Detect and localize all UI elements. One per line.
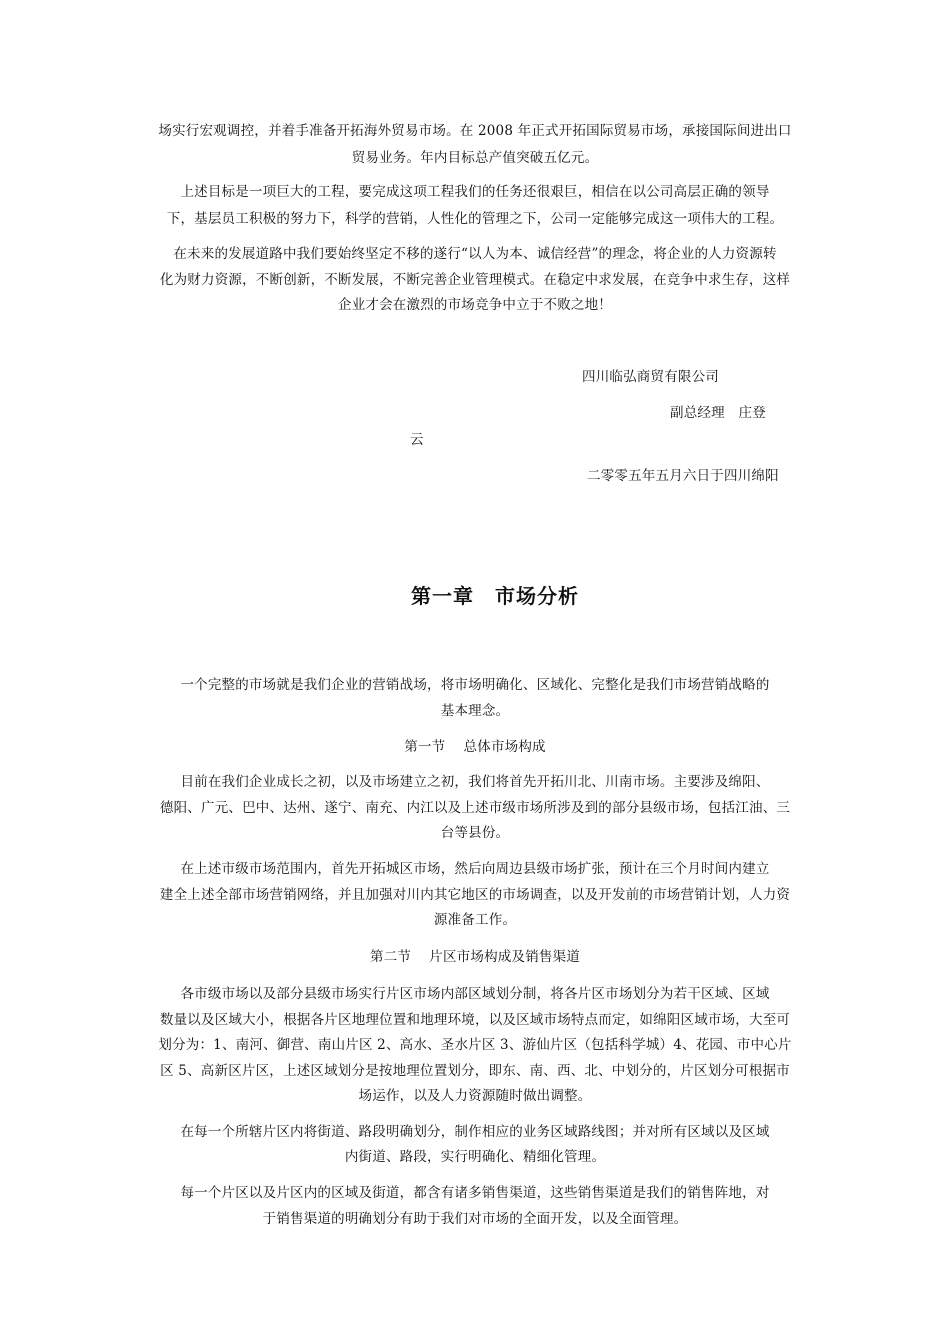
s1p2-line3: 源准备工作。 xyxy=(433,912,517,928)
intro-p3-line2: 化为财力资源，不断创新，不断发展，不断完善企业管理模式。在稳定中求发展，在竞争中求生存，这样 xyxy=(159,272,791,288)
s2p3-line1: 每一个片区以及片区内的区域及街道，都含有诸多销售渠道，这些销售渠道是我们的销售阵地，对 xyxy=(180,1185,770,1201)
s2p2-line1: 在每一个所辖片区内将街道、路段明确划分，制作相应的业务区域路线图；并对所有区域以及区域 xyxy=(180,1124,770,1140)
s2p1-line4: 区 5、高新区片区，上述区域划分是按地理位置划分，即东、南、西、北、中划分的，片区划分可根据市 xyxy=(160,1063,790,1079)
intro-p1-line2: 贸易业务。年内目标总产值突破五亿元。 xyxy=(351,150,599,166)
s2p3-line2: 于销售渠道的明确划分有助于我们对市场的全面开发，以及全面管理。 xyxy=(262,1211,688,1227)
signature-date-place: 二零零五年五月六日于四川绵阳 xyxy=(587,468,779,484)
chapter-title: 第一章 市场分析 xyxy=(411,584,579,608)
s1p1-line3: 台等县份。 xyxy=(440,825,510,841)
signature-title-name: 副总经理 庄登 xyxy=(670,405,766,421)
s1p2-line1: 在上述市级市场范围内，首先开拓城区市场，然后向周边县级市场扩张，预计在三个月时间内建立 xyxy=(180,861,770,877)
s2p1-line2: 数量以及区域大小，根据各片区地理位置和地理环境，以及区域市场特点而定，如绵阳区域市场，大至可 xyxy=(159,1012,791,1028)
signature-company: 四川临弘商贸有限公司 xyxy=(582,369,719,385)
section1-title: 第一节 总体市场构成 xyxy=(404,739,546,755)
s1p1-line2: 德阳、广元、巴中、达州、遂宁、南充、内江以及上述市级市场所涉及到的部分县级市场，包括江油、三 xyxy=(159,800,791,816)
chapter-p1-line1: 一个完整的市场就是我们企业的营销战场，将市场明确化、区域化、完整化是我们市场营销战略的 xyxy=(180,677,770,693)
intro-p1-line1: 场实行宏观调控，并着手准备开拓海外贸易市场。在 2008 年正式开拓国际贸易市场，承接国际间进出口 xyxy=(158,123,792,139)
s1p2-line2: 建全上述全部市场营销网络，并且加强对川内其它地区的市场调查，以及开发前的市场营销计划，人力资 xyxy=(159,887,791,903)
section2-title: 第二节 片区市场构成及销售渠道 xyxy=(370,949,580,965)
s2p1-line5: 场运作，以及人力资源随时做出调整。 xyxy=(358,1088,592,1104)
s2p2-line2: 内街道、路段，实行明确化、精细化管理。 xyxy=(344,1149,606,1165)
signature-name-cont: 云 xyxy=(410,432,424,448)
s2p1-line1: 各市级市场以及部分县级市场实行片区市场内部区域划分制，将各片区市场划分为若干区域、区域 xyxy=(180,986,770,1002)
intro-p3-line1: 在未来的发展道路中我们要始终坚定不移的遂行“以人为本、诚信经营”的理念，将企业的人力资源转 xyxy=(173,246,777,262)
s1p1-line1: 目前在我们企业成长之初，以及市场建立之初，我们将首先开拓川北、川南市场。主要涉及绵阳、 xyxy=(180,774,770,790)
intro-p2-line1: 上述目标是一项巨大的工程，要完成这项工程我们的任务还很艰巨，相信在以公司高层正确的领导 xyxy=(180,184,770,200)
intro-p2-line2: 下，基层员工积极的努力下，科学的营销，人性化的管理之下，公司一定能够完成这一项伟大的工程。 xyxy=(166,211,784,227)
chapter-p1-line2: 基本理念。 xyxy=(440,703,510,719)
intro-p3-line3: 企业才会在激烈的市场竞争中立于不败之地！ xyxy=(338,297,612,313)
s2p1-line3: 划分为：1、南河、御营、南山片区 2、高水、圣水片区 3、游仙片区（包括科学城）4、花园、市中心片 xyxy=(158,1037,792,1053)
